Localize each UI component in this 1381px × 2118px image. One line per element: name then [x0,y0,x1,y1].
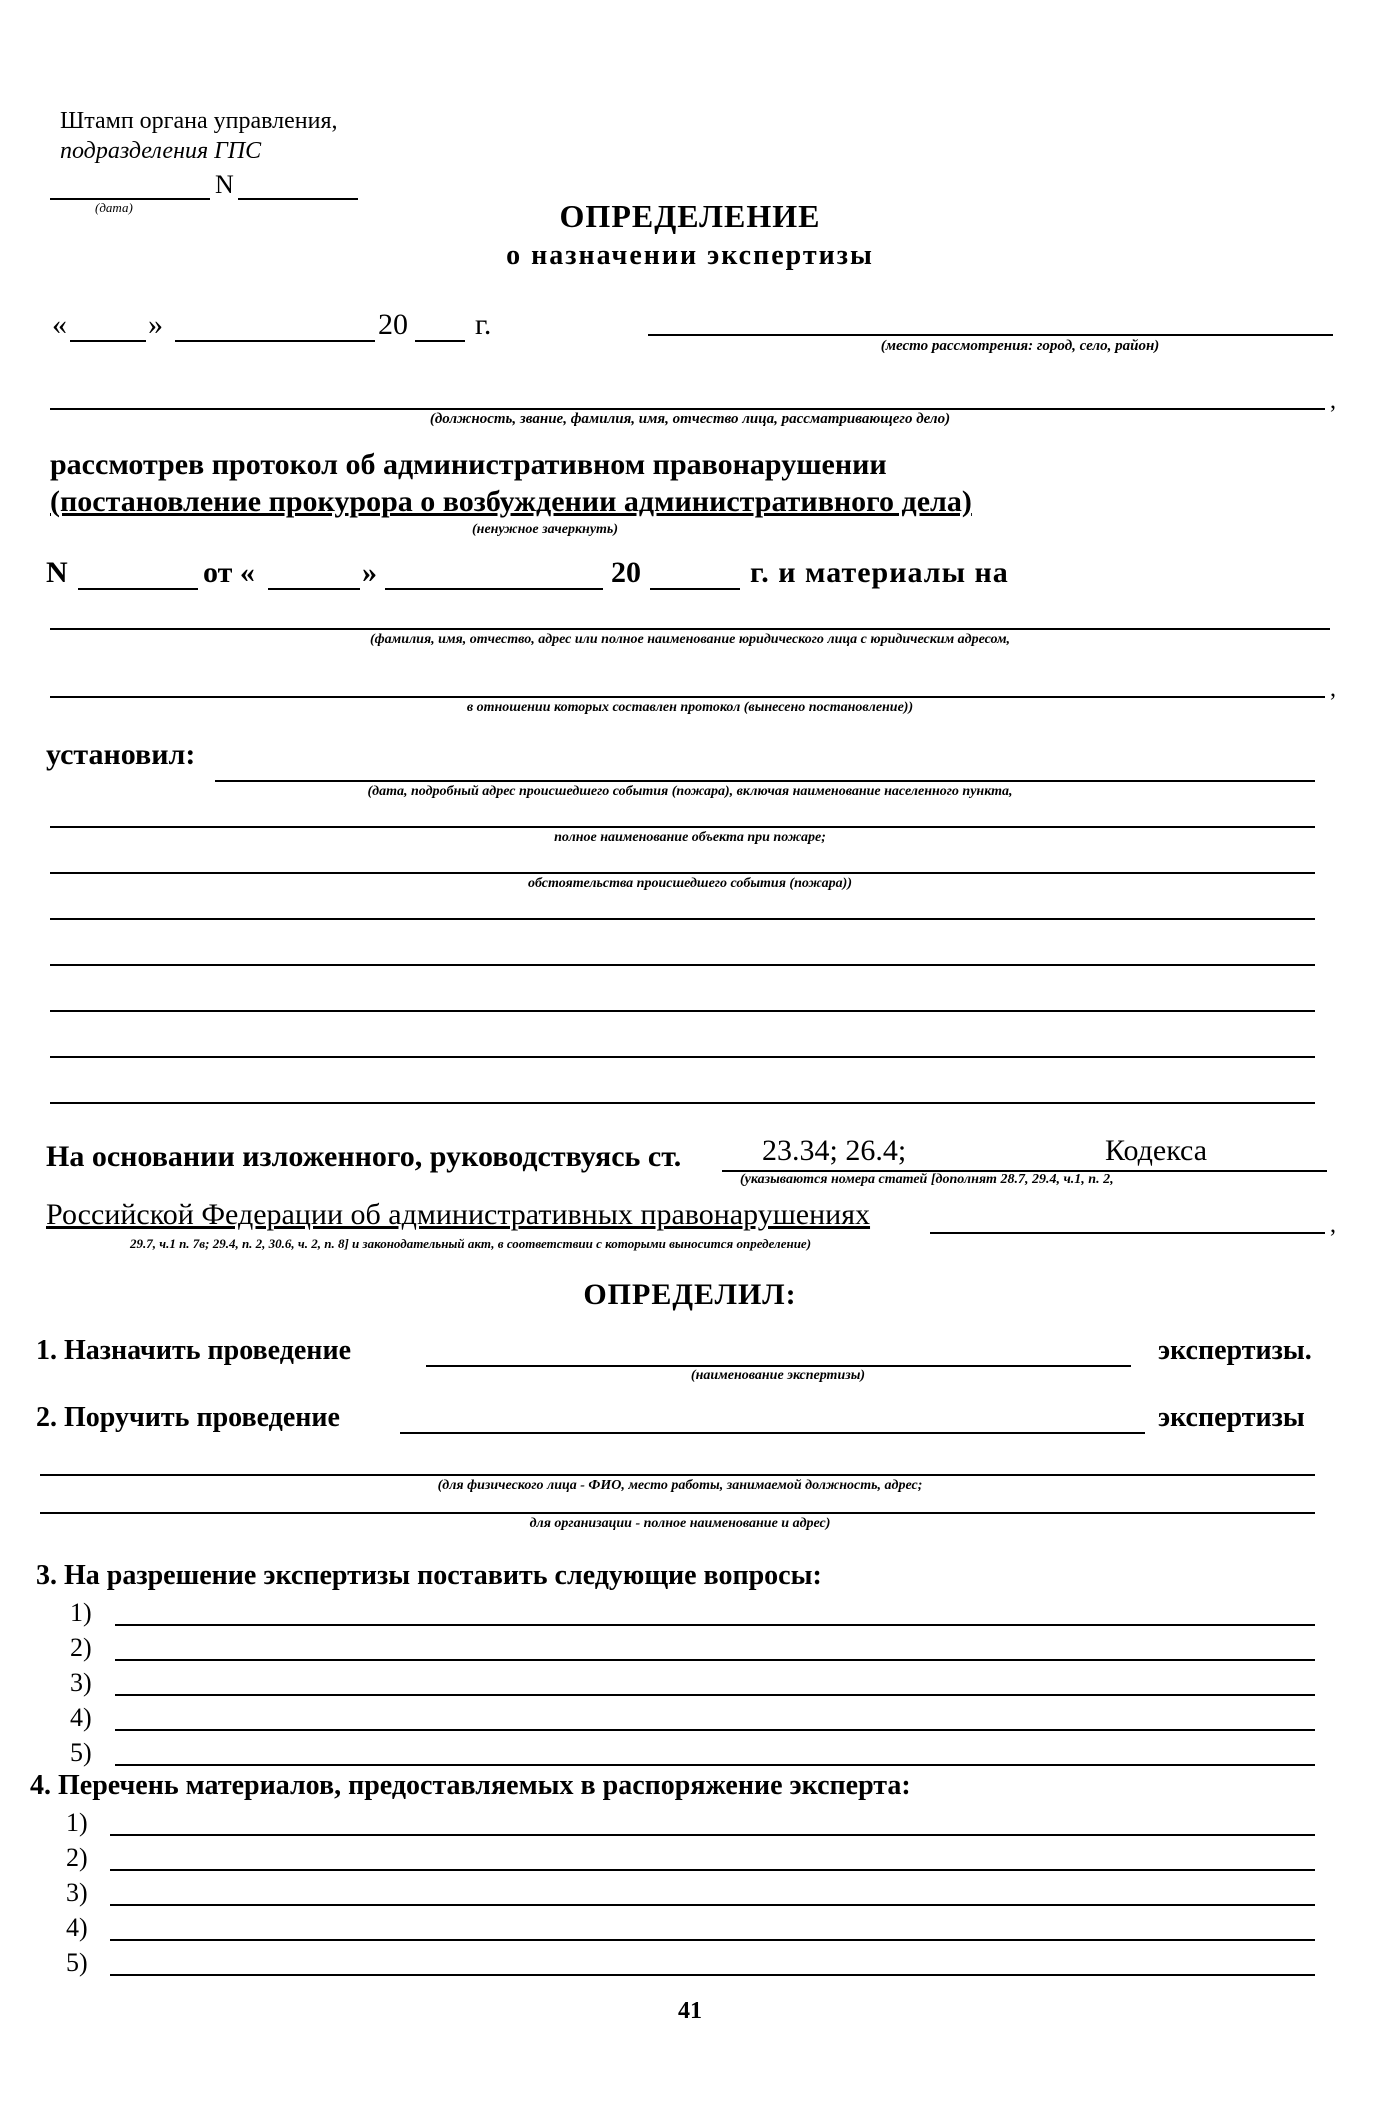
established-label: установил: [46,738,196,771]
established-field-1[interactable] [215,780,1315,782]
protocol-year-prefix: 20 [611,556,641,589]
date-month-field[interactable] [175,340,375,342]
stamp-number-field[interactable] [238,198,358,200]
item2-expert-field[interactable] [400,1432,1145,1434]
basis-hint-1: (указываются номера статей [дополнят 28.7, 29.4, ч.1, п. 2, [740,1172,1114,1187]
protocol-from-label: от « [203,556,255,589]
item2-tail: экспертизы [1158,1402,1305,1433]
established-field-4[interactable] [50,918,1315,920]
protocol-number-field[interactable] [78,588,198,590]
question-2-field[interactable] [115,1659,1315,1661]
established-field-3[interactable] [50,872,1315,874]
question-5-field[interactable] [115,1764,1315,1766]
item1-expertise-field[interactable] [426,1365,1131,1367]
question-1-number: 1) [70,1598,92,1627]
material-3-field[interactable] [110,1904,1315,1906]
material-5-number: 5) [66,1948,88,1977]
protocol-number-sign: N [46,556,68,589]
material-1-number: 1) [66,1808,88,1837]
established-hint-2: полное наименование объекта при пожаре; [554,830,826,845]
stamp-date-hint: (дата) [95,200,133,215]
basis-law-field[interactable] [930,1232,1325,1234]
date-open-quote: « [52,308,67,341]
established-hint-1: (дата, подробный адрес происшедшего события (пожара), включая наименование населенного пункта, [367,784,1013,799]
question-3-field[interactable] [115,1694,1315,1696]
item1-hint: (наименование экспертизы) [690,1368,866,1383]
item2-hint-1: (для физического лица - ФИО, место работы, занимаемой должность, адрес; [437,1478,923,1493]
basis-code-word: Кодекса [1105,1134,1208,1167]
established-field-6[interactable] [50,1010,1315,1012]
material-4-number: 4) [66,1913,88,1942]
date-year-field[interactable] [415,340,465,342]
date-close-quote: » [148,308,163,341]
established-field-5[interactable] [50,964,1315,966]
considered-text: рассмотрев протокол об административном правонарушении [50,448,887,481]
question-5-number: 5) [70,1738,92,1767]
established-field-2[interactable] [50,826,1315,828]
date-year-prefix: 20 [378,308,408,341]
material-4-field[interactable] [110,1939,1315,1941]
decided-title: ОПРЕДЕЛИЛ: [583,1278,797,1311]
protocol-month-field[interactable] [385,588,603,590]
material-1-field[interactable] [110,1834,1315,1836]
item3-label: 3. На разрешение экспертизы поставить следующие вопросы: [36,1560,822,1591]
place-hint: (место рассмотрения: город, село, район) [880,338,1160,354]
material-3-number: 3) [66,1878,88,1907]
person-field-2[interactable] [50,696,1325,698]
date-year-suffix: г. [475,308,492,341]
established-field-7[interactable] [50,1056,1315,1058]
question-4-number: 4) [70,1703,92,1732]
basis-hint-2: 29.7, ч.1 п. 7в; 29.4, п. 2, 30.6, ч. 2, п. 8] и законодательный акт, в соответствии с которыми выносится определение) [130,1236,812,1251]
official-field[interactable] [50,408,1325,410]
date-day-field[interactable] [70,340,146,342]
material-5-field[interactable] [110,1974,1315,1976]
question-2-number: 2) [70,1633,92,1662]
stamp-label: Штамп органа управления, [60,108,338,134]
item2-label: 2. Поручить проведение [36,1402,340,1433]
material-2-field[interactable] [110,1869,1315,1871]
protocol-day-field[interactable] [268,588,360,590]
person-hint-1: (фамилия, имя, отчество, адрес или полное наименование юридического лица с юридическим адресом, [369,632,1011,647]
document-title: ОПРЕДЕЛЕНИЕ [559,198,821,234]
question-3-number: 3) [70,1668,92,1697]
strike-hint: (ненужное зачеркнуть) [472,522,618,537]
item2-expert-field-2[interactable] [40,1474,1315,1476]
established-field-8[interactable] [50,1102,1315,1104]
protocol-year-field[interactable] [650,588,740,590]
document-subtitle: о назначении экспертизы [506,240,874,271]
question-1-field[interactable] [115,1624,1315,1626]
material-2-number: 2) [66,1843,88,1872]
protocol-tail-text: г. и материалы на [750,556,1009,589]
basis-text: На основании изложенного, руководствуясь ст. [46,1140,682,1173]
item2-hint-2: для организации - полное наименование и адрес) [529,1516,831,1531]
item2-expert-field-3[interactable] [40,1512,1315,1514]
basis-articles-value: 23.34; 26.4; [762,1134,907,1167]
stamp-subdivision-label: подразделения ГПС [60,138,262,164]
person-field-1[interactable] [50,628,1330,630]
item1-tail: экспертизы. [1158,1335,1312,1366]
official-hint: (должность, звание, фамилия, имя, отчество лица, рассматривающего дело) [429,411,951,427]
page-number: 41 [678,1998,702,2024]
stamp-number-sign: N [215,170,234,199]
question-4-field[interactable] [115,1729,1315,1731]
considered-alt-text: (постановление прокурора о возбуждении административного дела) [50,485,972,518]
established-hint-3: обстоятельства происшедшего события (пожара)) [528,876,852,891]
item1-label: 1. Назначить проведение [36,1335,351,1366]
item4-label: 4. Перечень материалов, предоставляемых в распоряжение эксперта: [30,1770,911,1801]
place-field[interactable] [648,334,1333,336]
basis-law-name: Российской Федерации об административных правонарушениях [46,1198,871,1231]
person-hint-2: в отношении которых составлен протокол (вынесено постановление)) [466,700,914,715]
protocol-close-quote: » [362,556,377,589]
